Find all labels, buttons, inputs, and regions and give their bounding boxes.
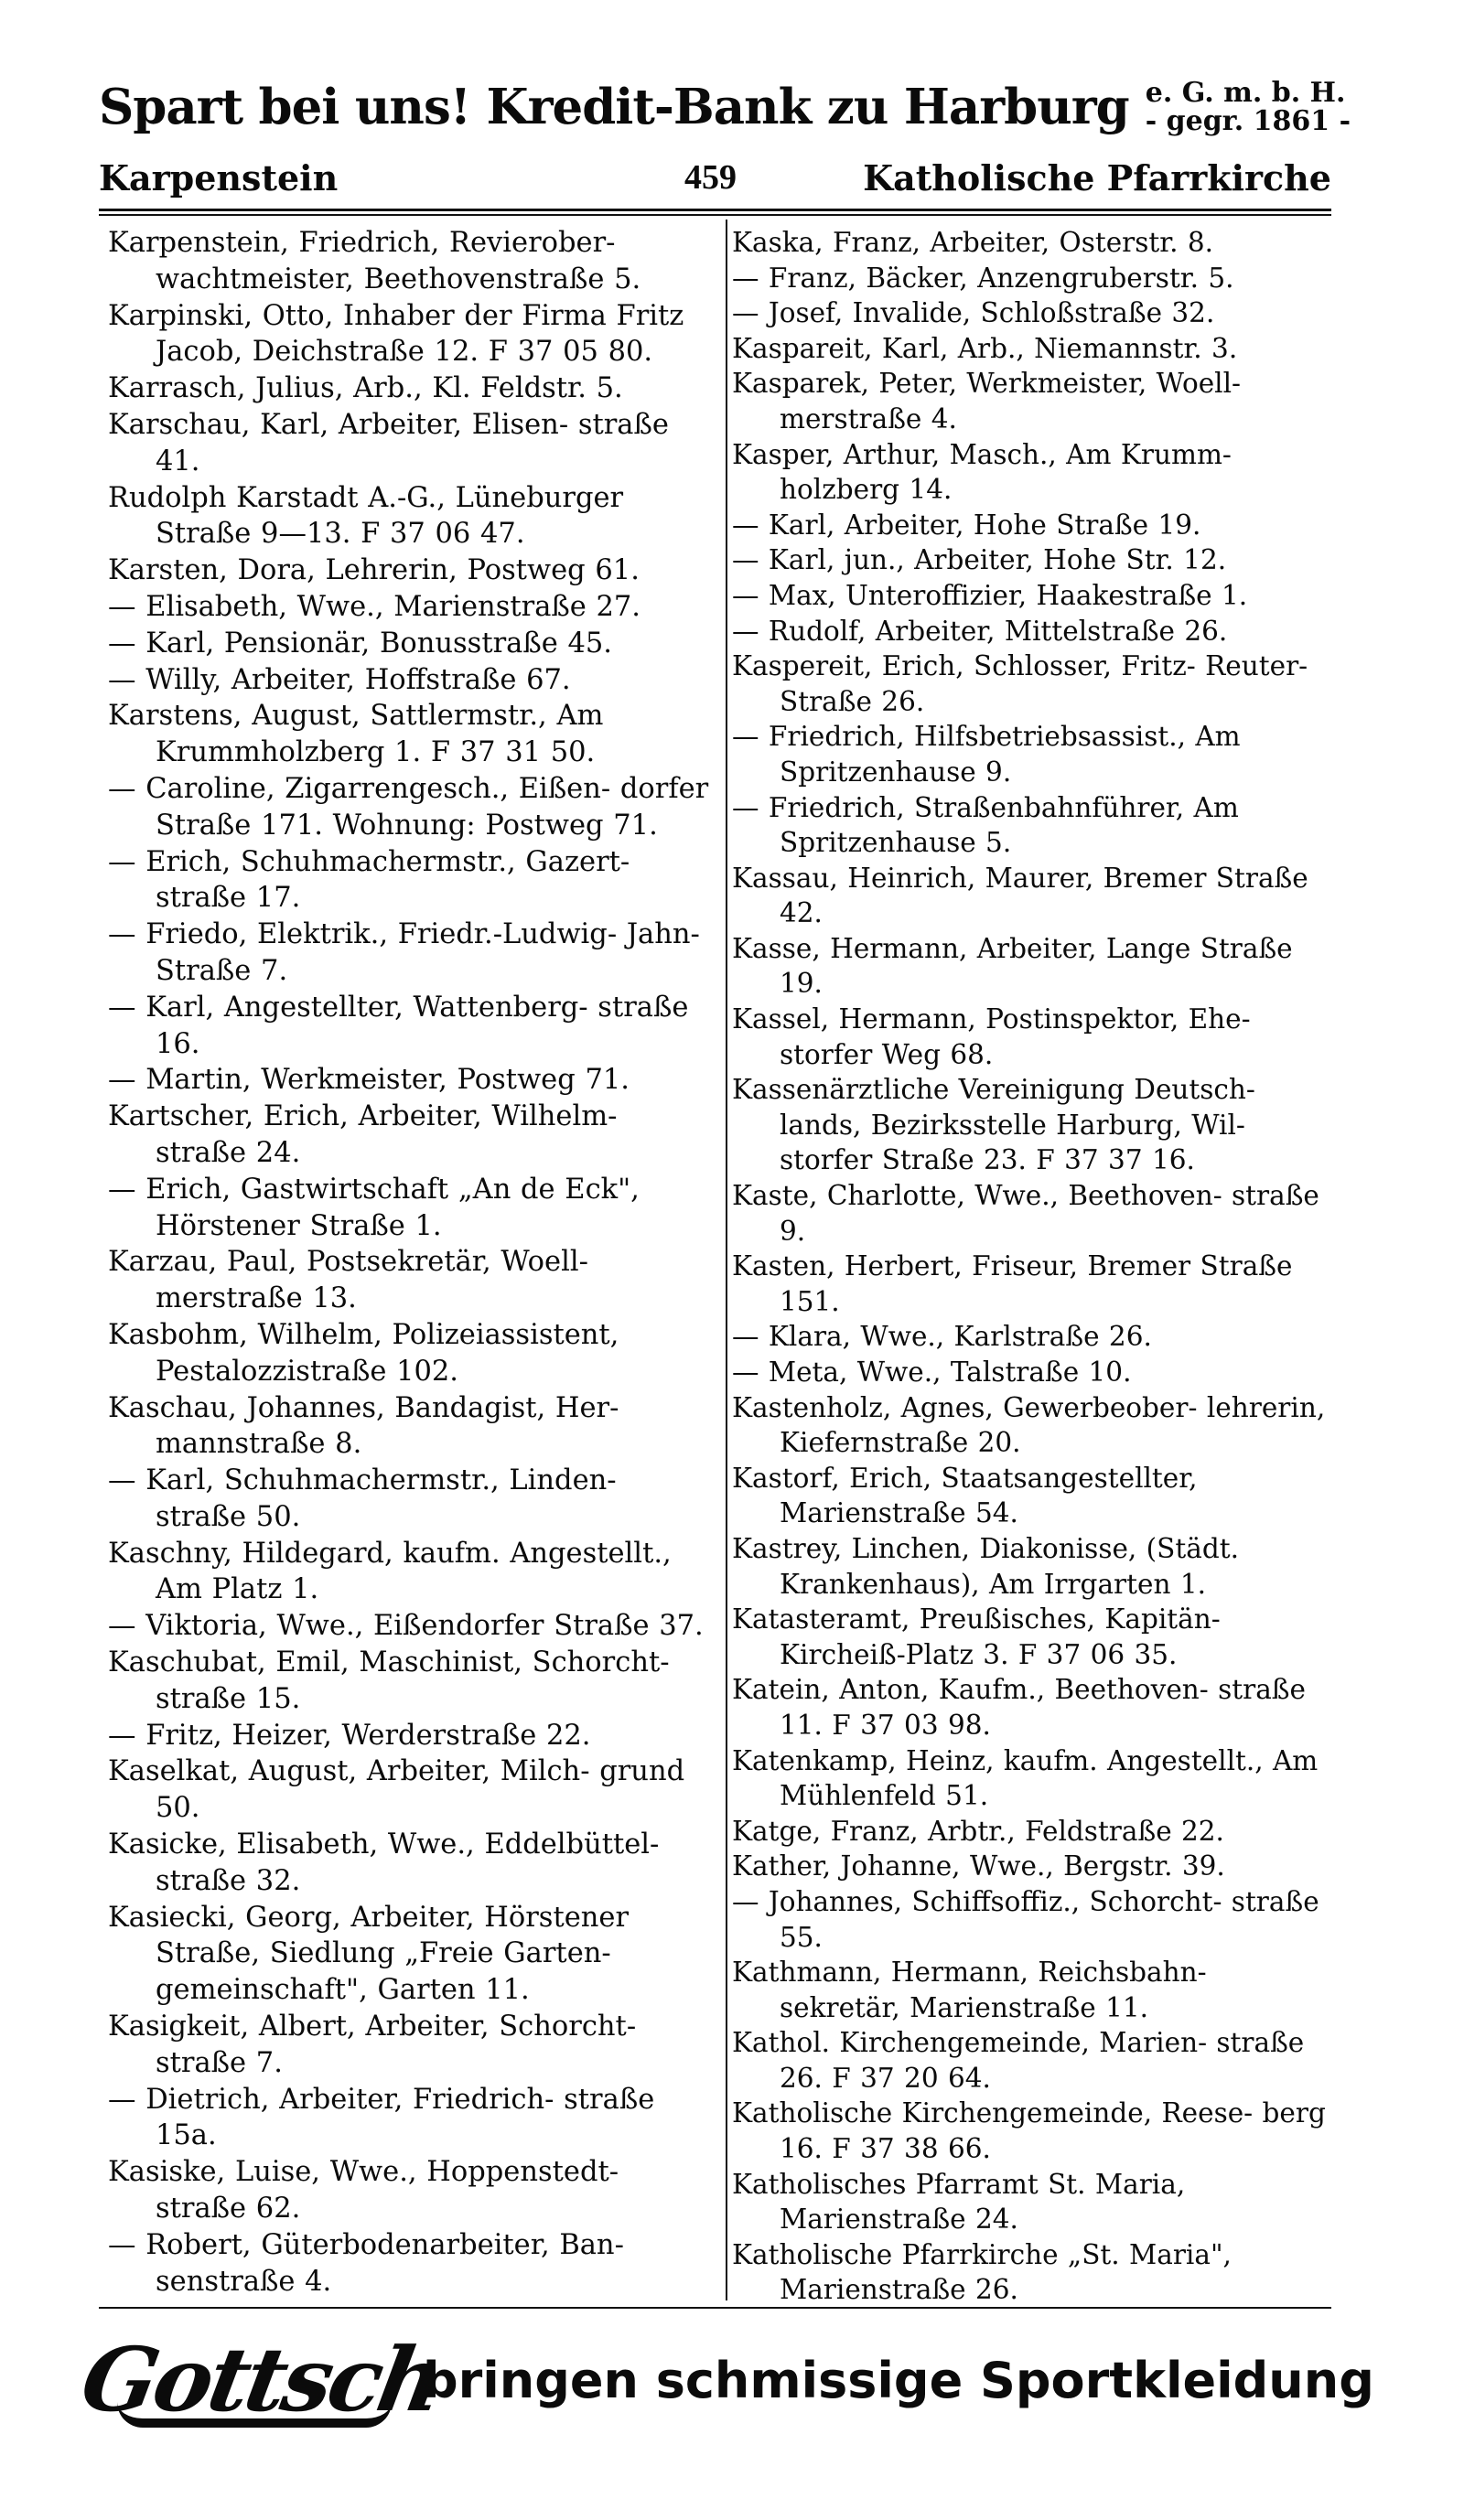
directory-entry: Kather, Johanne, Wwe., Bergstr. 39. [732,1850,1225,1882]
directory-entry: — Caroline, Zigarrengesch., Eißen- dorfer Straße 171. Wohnung: Postweg 71. [108,772,709,842]
directory-entry: Kaschny, Hildegard, kaufm. Angestellt., Am Platz 1. [108,1537,672,1606]
directory-entry: — Viktoria, Wwe., Eißendorfer Straße 37. [108,1610,704,1643]
directory-entry: Karstens, August, Sattlermstr., Am Krummholzberg 1. F 37 31 50. [108,700,604,769]
directory-entry: Kaspareit, Karl, Arb., Niemannstr. 3. [732,332,1238,364]
directory-entry: — Franz, Bäcker, Anzengruberstr. 5. [732,262,1234,294]
directory-entry: — Josef, Invalide, Schloßstraße 32. [732,297,1215,329]
directory-entry: Kasparek, Peter, Werkmeister, Woell- merstraße 4. [732,368,1241,434]
bank-advertisement-title: Spart bei uns! Kredit-Bank zu Harburg [99,78,1129,135]
running-head [99,157,1331,209]
directory-entry: Kaselkat, August, Arbeiter, Milch- grund 50. [108,1755,685,1825]
directory-entry: Kartscher, Erich, Arbeiter, Wilhelm- straße 24. [108,1100,618,1169]
directory-entry: Karrasch, Julius, Arb., Kl. Feldstr. 5. [108,372,623,405]
directory-entry: Karzau, Paul, Postsekretär, Woell- merstraße 13. [108,1246,588,1315]
directory-entry: — Friedrich, Hilfsbetriebsassist., Am Spritzenhause 9. [732,721,1241,788]
directory-entry: — Willy, Arbeiter, Hoffstraße 67. [108,663,571,696]
directory-entry: Kasigkeit, Albert, Arbeiter, Schorcht- straße 7. [108,2011,637,2079]
footer-advertisement [73,2316,1374,2444]
directory-entry: — Karl, jun., Arbeiter, Hohe Str. 12. [732,544,1227,576]
directory-entry: — Johannes, Schiffsoffiz., Schorcht- straße 55. [732,1885,1319,1953]
directory-entry: Kaste, Charlotte, Wwe., Beethoven- straße 9. [732,1180,1319,1247]
logo-wordmark: Gottsch [73,2328,448,2431]
directory-entry: Kasiecki, Georg, Arbeiter, Hörstener Straße, Siedlung „Freie Garten- gemeinschaft", Garten 11. [108,1901,630,2007]
directory-entry: Rudolph Karstadt A.-G., Lüneburger Straße 9—13. F 37 06 47. [108,481,624,551]
directory-entry: — Max, Unteroffizier, Haakestraße 1. [732,579,1248,611]
directory-entry: Karsten, Dora, Lehrerin, Postweg 61. [108,554,640,587]
directory-entry: Katholische Pfarrkirche „St. Maria", Marienstraße 26. [732,2238,1232,2306]
directory-entry: — Klara, Wwe., Karlstraße 26. [732,1321,1152,1353]
header-rule [99,209,1331,216]
directory-entry: Kasse, Hermann, Arbeiter, Lange Straße 19. [732,932,1293,1000]
directory-entry: Kasten, Herbert, Friseur, Bremer Straße 151. [732,1250,1293,1317]
advertisement-slogan: bringen schmissige Sportkleidung [423,2351,1374,2409]
footer-rule [99,2307,1331,2309]
directory-entry: Kastenholz, Agnes, Gewerbeober- lehrerin, Kiefernstraße 20. [732,1391,1326,1459]
directory-entry: Kasbohm, Wilhelm, Polizeiassistent, Pestalozzistraße 102. [108,1318,619,1388]
directory-entry: Katholisches Pfarramt St. Maria, Marienstraße 24. [732,2168,1186,2236]
directory-entry: — Karl, Schuhmachermstr., Linden- straße 50. [108,1464,617,1533]
directory-entry: — Martin, Werkmeister, Postweg 71. [108,1064,630,1097]
directory-entry: Karschau, Karl, Arbeiter, Elisen- straße 41. [108,408,669,477]
page-number: 459 [684,158,737,197]
directory-entry: — Fritz, Heizer, Werderstraße 22. [108,1719,591,1752]
left-column [108,225,712,2311]
directory-entry: Kasper, Arthur, Masch., Am Krumm- holzberg 14. [732,438,1232,506]
directory-entry: — Rudolf, Arbeiter, Mittelstraße 26. [732,615,1228,647]
directory-entry: — Elisabeth, Wwe., Marienstraße 27. [108,590,640,623]
bank-legal-info [1145,76,1351,137]
directory-entry: Kasiske, Luise, Wwe., Hoppenstedt- straße 62. [108,2156,619,2225]
directory-entry: Karpenstein, Friedrich, Revierober- wachtmeister, Beethovenstraße 5. [108,227,641,295]
directory-entry: — Karl, Angestellter, Wattenberg- straße 16. [108,991,689,1060]
directory-entry: Kassenärztliche Vereinigung Deutsch- lands, Bezirksstelle Harburg, Wil- storfer Straße 23. F 37 37 16. [732,1074,1255,1176]
directory-entry: Kathmann, Hermann, Reichsbahn- sekretär, Marienstraße 11. [732,1957,1207,2023]
gottsch-logo [73,2325,448,2435]
column-divider [726,220,727,2300]
bank-legal-form: e. G. m. b. H. [1145,76,1346,109]
directory-entry: Kaska, Franz, Arbeiter, Osterstr. 8. [732,227,1214,258]
directory-entry: — Erich, Schuhmachermstr., Gazert- straße 17. [108,845,630,915]
bank-founding-year: - gegr. 1861 - [1145,105,1351,137]
directory-entry: — Erich, Gastwirtschaft „An de Eck", Hörstener Straße 1. [108,1173,640,1242]
directory-entry: — Karl, Pensionär, Bonusstraße 45. [108,627,612,659]
directory-entry: Kaschau, Johannes, Bandagist, Her- mannstraße 8. [108,1391,619,1461]
directory-entry: Katge, Franz, Arbtr., Feldstraße 22. [732,1815,1224,1847]
directory-entry: Kaschubat, Emil, Maschinist, Schorcht- straße 15. [108,1646,670,1715]
first-entry-keyword: Karpenstein [99,157,339,198]
directory-entry: — Meta, Wwe., Talstraße 10. [732,1357,1132,1388]
directory-entry: Kasicke, Elisabeth, Wwe., Eddelbüttel- straße 32. [108,1828,660,1897]
directory-entry: — Karl, Arbeiter, Hohe Straße 19. [732,509,1201,541]
directory-entry: Katein, Anton, Kaufm., Beethoven- straße 11. F 37 03 98. [732,1674,1306,1741]
directory-entry: Katholische Kirchengemeinde, Reese- berg 16. F 37 38 66. [732,2097,1326,2165]
directory-entry: Kassel, Hermann, Postinspektor, Ehe- storfer Weg 68. [732,1003,1251,1070]
directory-entry: Kassau, Heinrich, Maurer, Bremer Straße 42. [732,862,1308,929]
right-column [732,225,1336,2311]
directory-entry: Karpinski, Otto, Inhaber der Firma Fritz Jacob, Deichstraße 12. F 37 05 80. [108,299,684,369]
header-banner [99,57,1362,157]
directory-entry: Kaspereit, Erich, Schlosser, Fritz- Reuter-Straße 26. [732,650,1308,717]
directory-entry: Katasteramt, Preußisches, Kapitän- Kircheiß-Platz 3. F 37 06 35. [732,1603,1221,1670]
directory-entry: — Robert, Güterbodenarbeiter, Ban- senstraße 4. [108,2228,624,2298]
directory-entry: — Dietrich, Arbeiter, Friedrich- straße 15a. [108,2083,655,2152]
directory-entry: Kastrey, Linchen, Diakonisse, (Städt. Krankenhaus), Am Irrgarten 1. [732,1532,1239,1600]
directory-entry: — Friedo, Elektrik., Friedr.-Ludwig- Jahn-Straße 7. [108,918,700,987]
directory-entry: — Friedrich, Straßenbahnführer, Am Spritzenhause 5. [732,791,1239,859]
directory-entry: Kastorf, Erich, Staatsangestellter, Marienstraße 54. [732,1462,1198,1529]
directory-entry: Kathol. Kirchengemeinde, Marien- straße 26. F 37 20 64. [732,2027,1305,2094]
directory-entry: Katenkamp, Heinz, kaufm. Angestellt., Am Mühlenfeld 51. [732,1744,1319,1812]
last-entry-keyword: Katholische Pfarrkirche [863,157,1331,198]
